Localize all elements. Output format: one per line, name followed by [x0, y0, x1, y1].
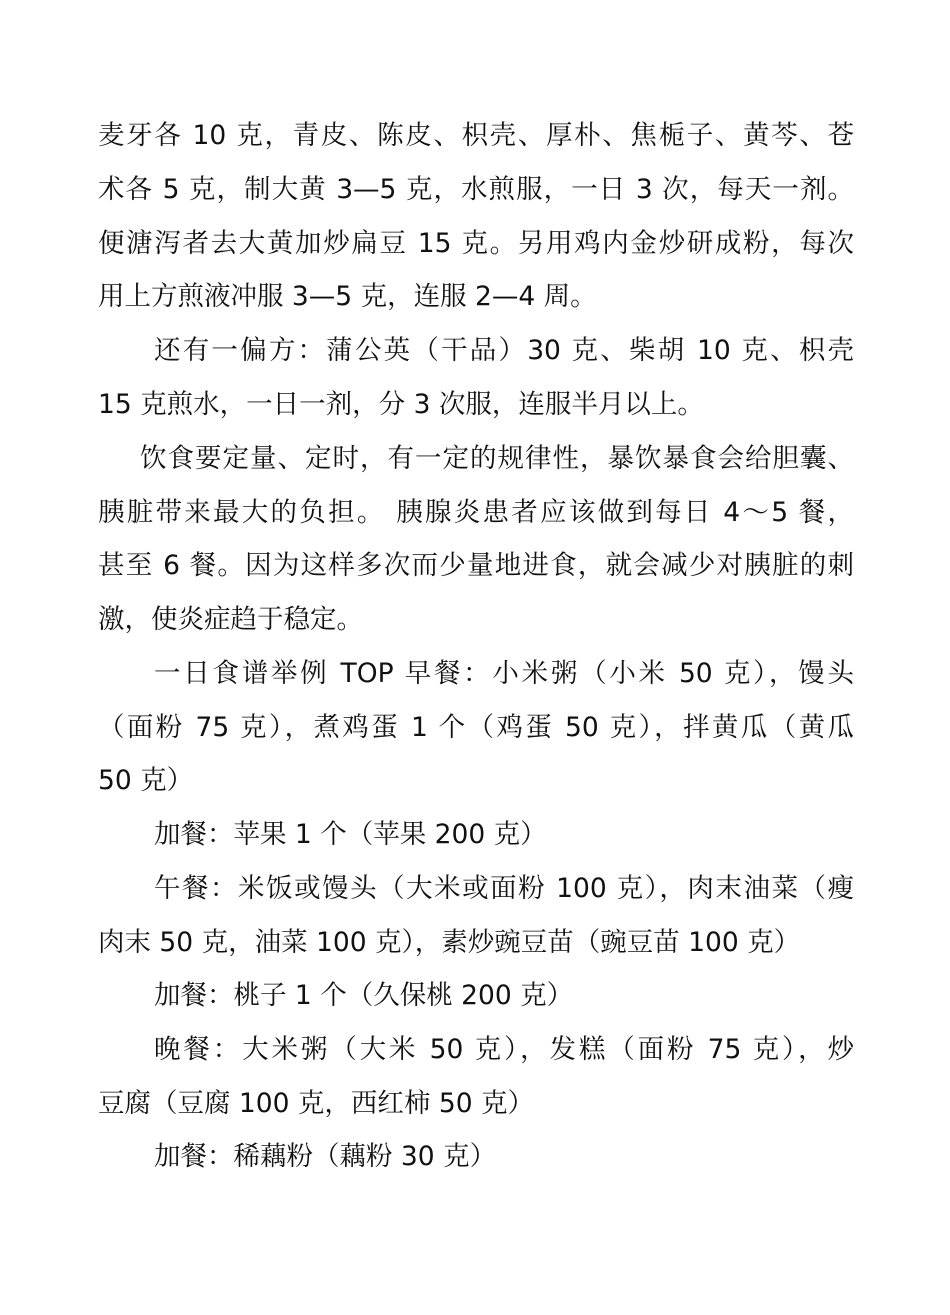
text-line: 午餐：米饭或馒头（大米或面粉 100 克），肉末油菜（瘦	[154, 873, 854, 904]
text-line: 饮食要定量、定时，有一定的规律性，暴饮暴食会给胆囊、	[140, 443, 854, 474]
text-line: 50 克）	[98, 765, 194, 796]
text-line: 还有一偏方：蒲公英（干品）30 克、柴胡 10 克、枳壳	[154, 335, 854, 366]
text-line: 激，使炎症趋于稳定。	[98, 604, 363, 635]
text-line: 加餐：苹果 1 个（苹果 200 克）	[154, 819, 547, 850]
text-line: 麦牙各 10 克，青皮、陈皮、枳壳、厚朴、焦栀子、黄芩、苍	[98, 120, 854, 151]
text-line: 便溏泻者去大黄加炒扁豆 15 克。另用鸡内金炒研成粉，每次	[98, 228, 854, 259]
text-line: 加餐：稀藕粉（藕粉 30 克）	[154, 1141, 497, 1172]
text-line: 胰脏带来最大的负担。 胰腺炎患者应该做到每日 4～5 餐，	[98, 497, 854, 528]
text-line: 加餐：桃子 1 个（久保桃 200 克）	[154, 980, 574, 1011]
text-line: 术各 5 克，制大黄 3—5 克，水煎服，一日 3 次，每天一剂。	[98, 174, 854, 205]
text-line: 豆腐（豆腐 100 克，西红柿 50 克）	[98, 1088, 534, 1119]
text-line: 用上方煎液冲服 3—5 克，连服 2—4 周。	[98, 281, 597, 312]
text-line: 15 克煎水，一日一剂，分 3 次服，连服半月以上。	[98, 389, 704, 420]
text-line: 一日食谱举例 TOP 早餐：小米粥（小米 50 克），馒头	[154, 658, 854, 689]
text-line: 肉末 50 克，油菜 100 克），素炒豌豆苗（豌豆苗 100 克）	[98, 927, 801, 958]
text-line: 甚至 6 餐。因为这样多次而少量地进食，就会减少对胰脏的刺	[98, 550, 854, 581]
text-line: （面粉 75 克），煮鸡蛋 1 个（鸡蛋 50 克），拌黄瓜（黄瓜	[98, 712, 854, 743]
text-line: 晚餐：大米粥（大米 50 克），发糕（面粉 75 克），炒	[154, 1034, 854, 1065]
